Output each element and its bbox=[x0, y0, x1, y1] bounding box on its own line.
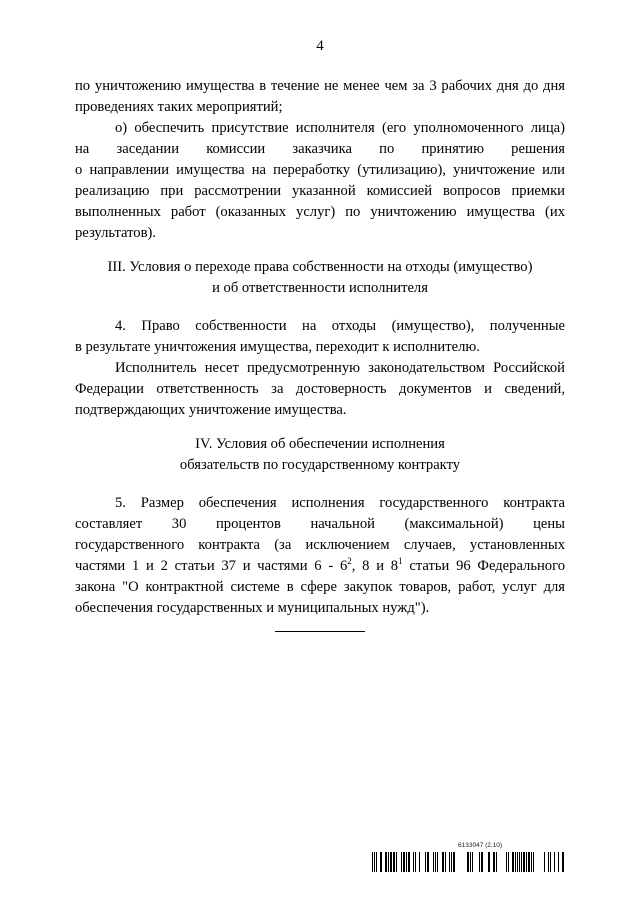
barcode-bar bbox=[481, 852, 483, 872]
section-heading-3 bbox=[75, 257, 565, 299]
paragraph-destruction-notice: по уничтожению имущества в течение не менее чем за 3 рабочих дня до дня проведениях таких мероприятий; bbox=[75, 78, 565, 115]
barcode-bar bbox=[554, 852, 555, 872]
barcode-bar bbox=[488, 852, 490, 872]
barcode-bar bbox=[558, 852, 559, 872]
barcode-bar bbox=[531, 852, 532, 872]
barcode-bar bbox=[528, 852, 530, 872]
paragraph-o-rest: о направлении имущества на переработку (утилизацию), уничтожение или реализацию при рассмотрении указанной комиссией вопросов приемки выполненных работ (оказанных услуг) по уничтожению имущества (их результатов). bbox=[75, 162, 565, 241]
barcode-bar bbox=[533, 852, 534, 872]
barcode-bar bbox=[390, 852, 392, 872]
superscript-1: 1 bbox=[398, 556, 403, 567]
barcode-bar bbox=[435, 852, 436, 872]
barcode-bar bbox=[496, 852, 497, 872]
document-body bbox=[75, 76, 565, 619]
barcode-bar bbox=[419, 852, 420, 872]
barcode-bar bbox=[437, 852, 438, 872]
section-heading-3-line-1: III. Условия о переходе права собственности на отходы (имущество) bbox=[107, 259, 533, 275]
barcode-bar bbox=[548, 852, 549, 872]
paragraph-4-rest: в результате уничтожения имущества, переходит к исполнителю. bbox=[75, 339, 480, 355]
barcode-bar bbox=[521, 852, 522, 872]
paragraph-o-line-1: о) обеспечить присутствие исполнителя (его уполномоченного лица) bbox=[115, 120, 565, 136]
barcode-bar bbox=[493, 852, 495, 872]
barcode-bar bbox=[415, 852, 416, 872]
barcode-bar bbox=[403, 852, 405, 872]
paragraph-5-line-3: государственного контракта (за исключением случаев, установленных bbox=[75, 537, 565, 553]
barcode-bar bbox=[515, 852, 516, 872]
barcode-bar bbox=[451, 852, 452, 872]
section-heading-3-line-2: и об ответственности исполнителя bbox=[212, 280, 428, 296]
p5-l4-part-a: частями 1 и 2 статьи 37 и частями 6 - 6 bbox=[75, 558, 348, 574]
barcode-bar bbox=[550, 852, 551, 872]
p5-l4-part-c: статьи 96 Федерального bbox=[402, 558, 566, 574]
barcode-bar bbox=[523, 852, 525, 872]
barcode-bar bbox=[433, 852, 434, 872]
barcode-bar bbox=[470, 852, 471, 872]
barcode-bar bbox=[388, 852, 389, 872]
barcode-bar bbox=[562, 852, 564, 872]
paragraph-4-line-1: 4. Право собственности на отходы (имущество), полученные bbox=[115, 318, 565, 334]
barcode-bar bbox=[508, 852, 509, 872]
paragraph-5-rest: закона "О контрактной системе в сфере закупок товаров, работ, услуг для обеспечения государственных и муниципальных нужд"). bbox=[75, 579, 565, 616]
barcode-bar bbox=[506, 852, 507, 872]
barcode-bar bbox=[472, 852, 473, 872]
barcode-bar bbox=[396, 852, 397, 872]
barcode-bar bbox=[376, 852, 377, 872]
barcode-bar bbox=[372, 852, 373, 872]
barcode bbox=[372, 852, 567, 872]
p5-l4-part-b: , 8 и 8 bbox=[351, 558, 399, 574]
paragraph-o-line-2: на заседании комиссии заказчика по принятию решения bbox=[75, 141, 565, 157]
barcode-bar bbox=[413, 852, 414, 872]
barcode-bar bbox=[406, 852, 407, 872]
barcode-bar bbox=[512, 852, 514, 872]
barcode-bar bbox=[442, 852, 444, 872]
paragraph-5-line-4 bbox=[75, 556, 565, 577]
page-number: 4 bbox=[316, 38, 324, 54]
section-heading-4-line-2: обязательств по государственному контракту bbox=[179, 457, 461, 473]
barcode-bar bbox=[517, 852, 518, 872]
barcode-bar bbox=[479, 852, 480, 872]
barcode-bar bbox=[427, 852, 429, 872]
paragraph-5-line-2: составляет 30 процентов начальной (максимальной) цены bbox=[75, 516, 565, 532]
barcode-bar bbox=[467, 852, 469, 872]
paragraph-liability: Исполнитель несет предусмотренную законодательством Российской Федерации ответственность за достоверность документов и сведений, подтверждающих уничтожение имущества. bbox=[75, 360, 565, 418]
barcode-bar bbox=[425, 852, 426, 872]
barcode-bar bbox=[453, 852, 455, 872]
barcode-bar bbox=[380, 852, 382, 872]
section-heading-4 bbox=[75, 434, 565, 476]
barcode-bar bbox=[519, 852, 520, 872]
barcode-bar bbox=[401, 852, 402, 872]
barcode-bar bbox=[374, 852, 375, 872]
barcode-bar bbox=[445, 852, 446, 872]
barcode-bar bbox=[393, 852, 395, 872]
section-heading-4-line-1: IV. Условия об обеспечении исполнения bbox=[195, 436, 445, 452]
end-divider bbox=[275, 631, 365, 632]
paragraph-5-line-1: 5. Размер обеспечения исполнения государственного контракта bbox=[115, 495, 565, 511]
barcode-bar bbox=[526, 852, 527, 872]
barcode-bar bbox=[544, 852, 545, 872]
barcode-bar bbox=[408, 852, 410, 872]
barcode-bar bbox=[385, 852, 387, 872]
barcode-number: 6133047 (2.10) bbox=[458, 842, 503, 849]
superscript-2: 2 bbox=[347, 556, 352, 567]
barcode-bar bbox=[449, 852, 450, 872]
